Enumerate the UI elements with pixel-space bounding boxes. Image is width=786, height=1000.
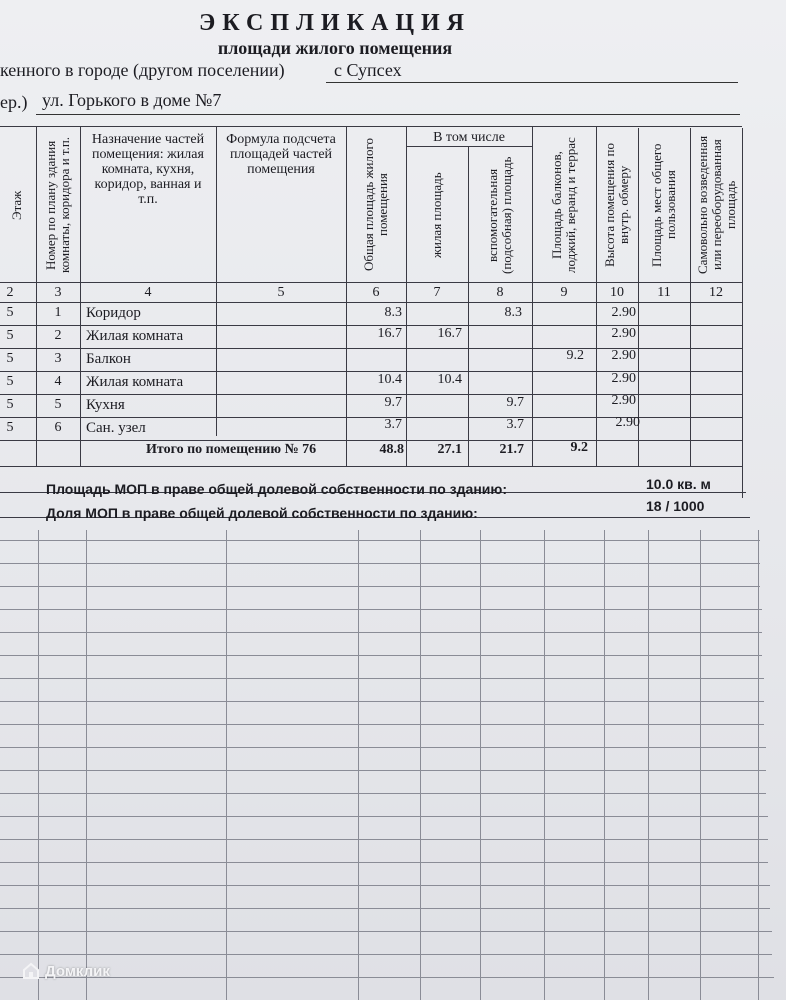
location-label: кенного в городе (другом поселении) — [0, 60, 285, 80]
street-underline — [36, 114, 740, 115]
col-number: 6 — [372, 285, 380, 300]
header-living: жилая площадь — [429, 172, 444, 258]
header-aux: вспомогательная (подсобная) площадь — [485, 156, 514, 274]
location-underline — [326, 82, 738, 83]
totals-balcony: 9.2 — [570, 440, 588, 455]
col-number: 9 — [560, 285, 568, 300]
col-number: 4 — [144, 285, 152, 300]
header-formula: Формула подсчета площадей частей помещения — [226, 132, 336, 177]
header-illegal: Самовольно возведенная или переоборудованная площадь — [695, 135, 738, 275]
house-icon — [22, 962, 40, 980]
doc-subtitle: площади жилого помещения — [217, 38, 453, 58]
header-common: Площадь мест общего пользования — [649, 143, 678, 267]
mop-share-label: Доля МОП в праве общей долевой собственности по зданию: — [46, 505, 478, 521]
street-value: ул. Горького в доме №7 — [42, 90, 222, 110]
header-total: Общая площадь жилого помещения — [361, 138, 390, 272]
header-balcony: Площадь балконов, лоджий, веранд и террас — [549, 137, 578, 273]
totals-living: 27.1 — [437, 442, 462, 457]
header-purpose: Назначение частей помещения: жилая комната, кухня, коридор, ванная и т.п. — [91, 132, 205, 207]
mop-area-label: Площадь МОП в праве общей долевой собственности по зданию: — [46, 481, 507, 497]
header-floor: Этаж — [9, 190, 24, 220]
col-number: 12 — [709, 285, 723, 300]
col-number: 7 — [433, 285, 441, 300]
totals-total: 48.8 — [379, 442, 404, 457]
watermark — [22, 962, 110, 980]
header-plan-no: Номер по плану здания комнаты, коридора и т.п. — [43, 136, 72, 274]
header-height: Высота помещения по внутр. обмеру — [602, 143, 631, 267]
street-label: ер.) — [0, 92, 28, 112]
col-number: 10 — [610, 285, 624, 300]
col-number: 11 — [657, 285, 671, 300]
mop-share-value: 18 / 1000 — [646, 498, 705, 514]
col-number: 3 — [54, 285, 62, 300]
totals-aux: 21.7 — [499, 442, 524, 457]
col-number: 2 — [6, 285, 14, 300]
document-sheet: ЭКСПЛИКАЦИЯ площади жилого помещения кенного в городе (другом поселении) с Супсех ер.) ул. Горького в доме №7 Этаж Номер по плану здания комнаты, коридора и т.п. Назначение частей помещения: жилая комната, кухня, коридор, ванная и т.п. Формула подсчета площадей частей помещения Общая площадь жилого помещения В том числе жилая площадь вспомогательная (подсобная) площадь Площадь балконов, лоджий, веранд и террас Высота помещения по внутр. обмеру Площадь мест общего пользования Самовольно возведенная или переоборудованная площадь 2 3 4 5 6 7 8 9 10 11 12 5 1 Коридор 8.3 8.3 2.90 5 2 Жилая комната 16.7 16.7 2.90 5 3 Балкон 9.2 2.90 5 4 Жилая комната 10.4 10.4 2.90 5 5 Кухня 9.7 9.7 2.90 5 6 Сан. узел 3.7 3.7 2.90 Итого по помещению № 76 48.8 27.1 21.7 9.2 Площадь МОП в праве общей долевой собственности по зданию: 10.0 кв. м Доля МОП в праве общей долевой собственности по зданию: 18 / 1000 Домклик — [0, 0, 786, 1000]
totals-label: Итого по помещению № 76 — [146, 442, 317, 457]
location-value: с Супсех — [334, 60, 402, 80]
doc-title: ЭКСПЛИКАЦИЯ — [198, 10, 472, 36]
header-in-that: В том числе — [433, 130, 505, 145]
col-number: 5 — [277, 285, 285, 300]
mop-area-value: 10.0 кв. м — [646, 476, 711, 492]
col-number: 8 — [496, 285, 504, 300]
watermark-text: Домклик — [45, 962, 110, 980]
